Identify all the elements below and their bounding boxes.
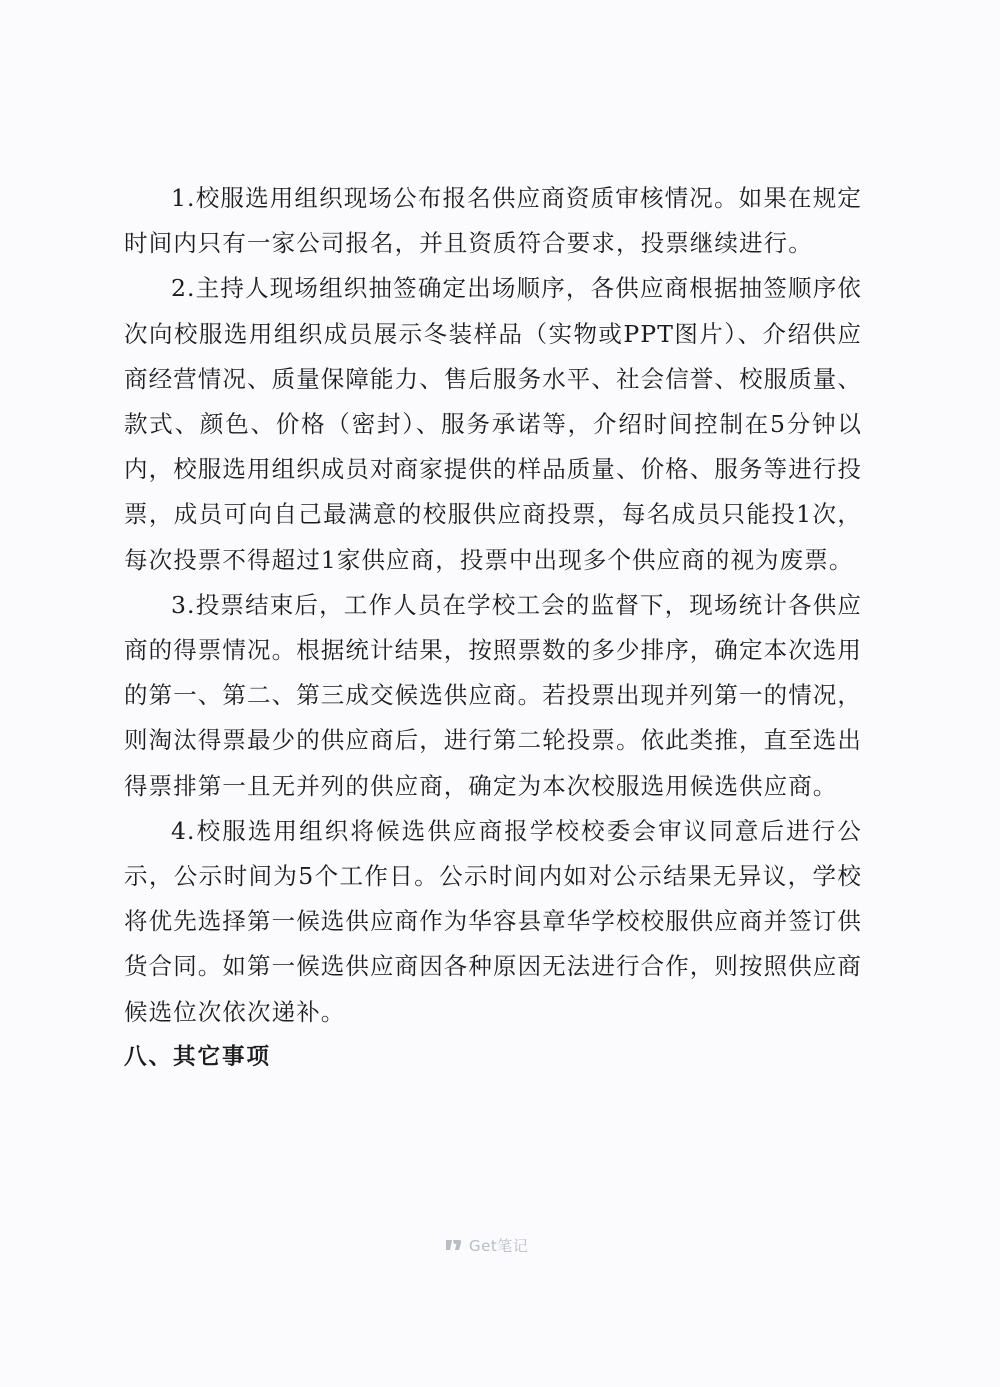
watermark: [444, 1233, 528, 1257]
paragraph-4: 4.校服选用组织将候选供应商报学校校委会审议同意后进行公示，公示时间为5个工作日。公示时间内如对公示结果无异议，学校将优先选择第一候选供应商作为华容县章华学校校服供应商并签订供货合同。如第一候选供应商因各种原因无法进行合作，则按照供应商候选位次依次递补。: [124, 816, 862, 1026]
paragraph-2: 2.主持人现场组织抽签确定出场顺序，各供应商根据抽签顺序依次向校服选用组织成员展示冬装样品（实物或PPT图片）、介绍供应商经营情况、质量保障能力、售后服务水平、社会信誉、校服质量、款式、颜色、价格（密封）、服务承诺等，介绍时间控制在5分钟以内，校服选用组织成员对商家提供的样品质量、价格、服务等进行投票，成员可向自己最满意的校服供应商投票，每名成员只能投1次，每次投票不得超过1家供应商，投票中出现多个供应商的视为废票。: [124, 274, 862, 574]
paragraph-1: 1.校服选用组织现场公布报名供应商资质审核情况。如果在规定时间内只有一家公司报名，并且资质符合要求，投票继续进行。: [124, 184, 862, 258]
get-notes-logo-icon: [444, 1237, 464, 1253]
watermark-text: Get笔记: [469, 1236, 529, 1255]
document-body: [124, 176, 862, 1080]
section-heading: 八、其它事项: [124, 1043, 272, 1070]
paragraph-3: 3.投票结束后，工作人员在学校工会的监督下，现场统计各供应商的得票情况。根据统计结果，按照票数的多少排序，确定本次选用的第一、第二、第三成交候选供应商。若投票出现并列第一的情况，则淘汰得票最少的供应商后，进行第二轮投票。依此类推，直至选出得票排第一且无并列的供应商，确定为本次校服选用候选供应商。: [124, 590, 862, 800]
